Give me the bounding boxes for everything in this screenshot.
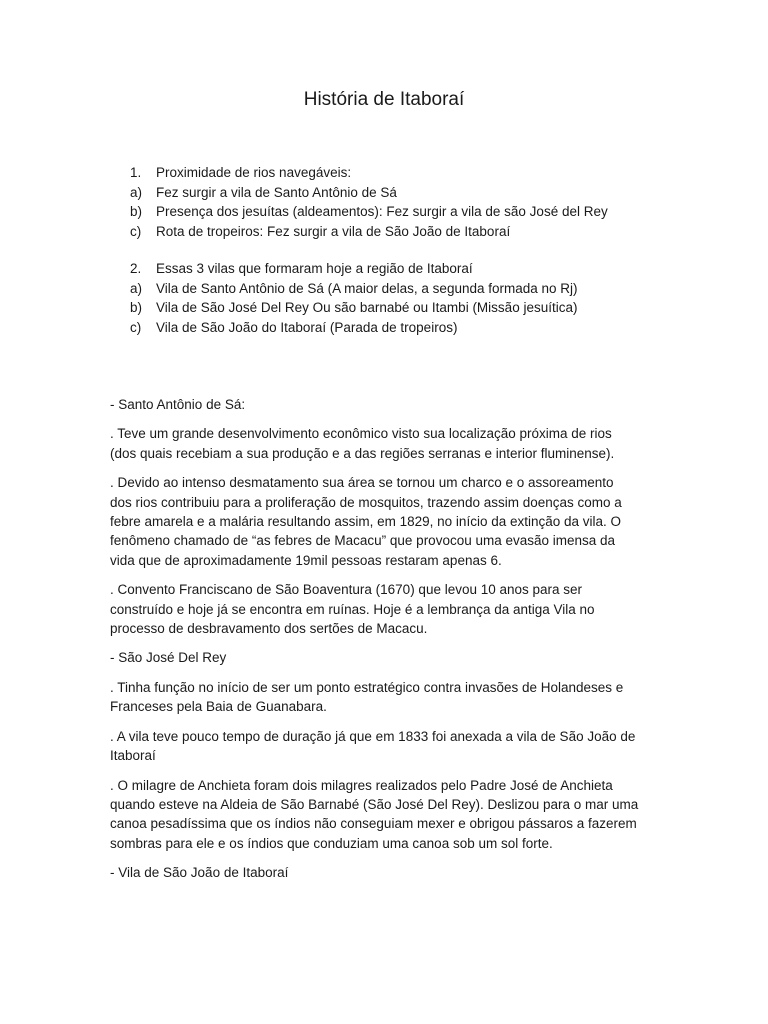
document-body	[110, 395, 660, 893]
paragraph: . Teve um grande desenvolvimento econômico visto sua localização próxima de rios (dos quais recebiam a sua produção e a das regiões serranas e interior fluminense).	[110, 426, 615, 461]
list-item-text: Presença dos jesuítas (aldeamentos): Fez surgir a vila de são José del Rey	[156, 204, 608, 219]
list-marker: b)	[130, 204, 143, 219]
list-marker: c)	[130, 223, 142, 239]
list-item-text: Vila de São José Del Rey Ou são barnabé ou Itambi (Missão jesuítica)	[156, 300, 578, 315]
list-marker: c)	[130, 319, 142, 335]
list-marker: b)	[130, 300, 143, 315]
list-item-text: Vila de Santo Antônio de Sá (A maior delas, a segunda formada no Rj)	[156, 280, 578, 296]
paragraph: . O milagre de Anchieta foram dois milagres realizados pelo Padre José de Anchieta quando esteve na Aldeia de São Barnabé (São José Del Rey). Deslizou para o mar uma canoa pesadíssima que os índios não conseguiam mexer e obrigou pássaros a fazerem sombras para ele e os índios que conduziam uma canoa sob um sol forte.	[110, 777, 639, 851]
paragraph: . Devido ao intenso desmatamento sua área se tornou um charco e o assoreamento dos rios contribuiu para a proliferação de mosquitos, trazendo assim doenças como a febre amarela e a malária resultando assim, em 1829, no início da extinção da vila. O fenômeno chamado de “as febres de Macacu” que provocou uma evasão imensa da vida que de aproximadamente 19mil pessoas restaram apenas 6.	[110, 475, 622, 568]
paragraph: . Convento Franciscano de São Boaventura (1670) que levou 10 anos para ser construído e hoje já se encontra em ruínas. Hoje é a lembrança da antiga Vila no processo de desbravamento dos sertões de Macacu.	[110, 582, 595, 637]
list-marker: a)	[130, 184, 143, 200]
list-item-text: Fez surgir a vila de Santo Antônio de Sá	[156, 184, 397, 200]
list-item-text: Essas 3 vilas que formaram hoje a região de Itaboraí	[156, 261, 473, 276]
paragraph: . A vila teve pouco tempo de duração já que em 1833 foi anexada a vila de São João de Itaboraí	[110, 728, 636, 764]
list-marker: 1.	[130, 165, 142, 180]
list-marker: 2.	[130, 261, 142, 276]
list-item-text: Vila de São João do Itaboraí (Parada de tropeiros)	[156, 319, 458, 335]
paragraph: . Tinha função no início de ser um ponto estratégico contra invasões de Holandeses e Franceses pela Baia de Guanabara.	[110, 679, 624, 715]
section-heading-sao-joao: - Vila de São João de Itaboraí	[110, 865, 289, 881]
list-item-text: Proximidade de rios navegáveis:	[156, 165, 352, 180]
section-heading-santo-antonio: - Santo Antônio de Sá:	[110, 397, 246, 412]
list-marker: a)	[130, 280, 143, 296]
page-title: História de Itaboraí	[303, 89, 465, 110]
list-item-text: Rota de tropeiros: Fez surgir a vila de São João de Itaboraí	[156, 223, 511, 239]
section-heading-sao-jose: - São José Del Rey	[110, 650, 227, 666]
